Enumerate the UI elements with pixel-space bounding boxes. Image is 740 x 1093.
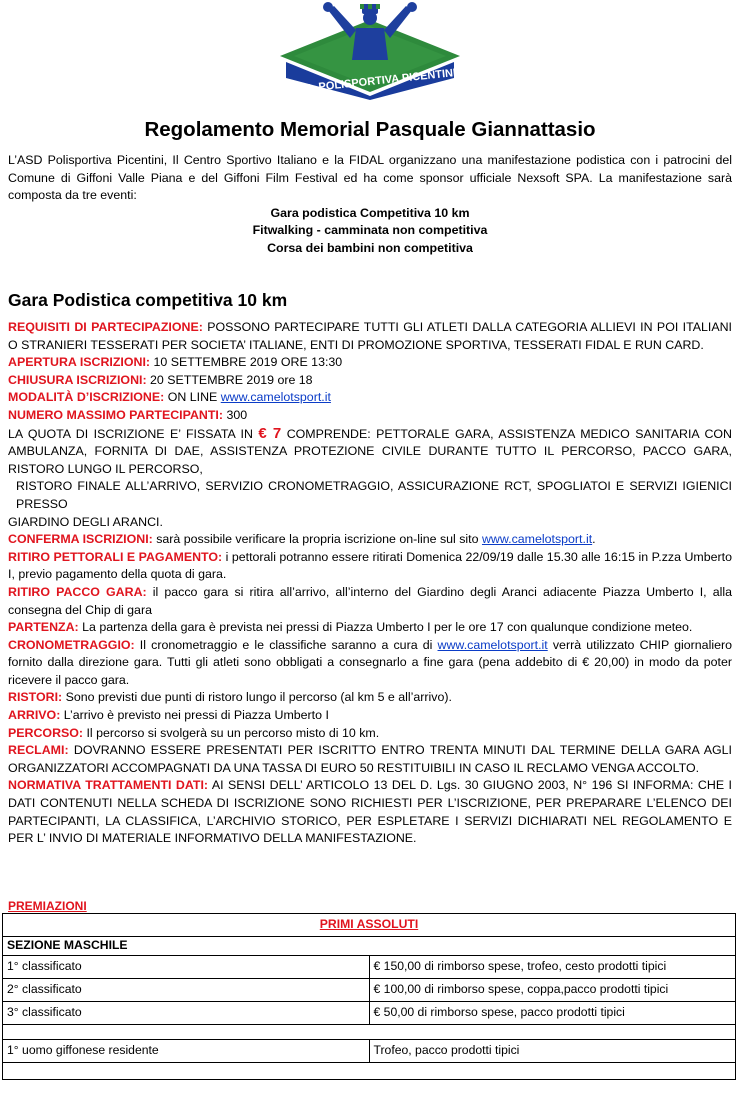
rule-text: LA QUOTA DI ISCRIZIONE E’ FISSATA IN bbox=[8, 426, 259, 441]
rule-label: CRONOMETRAGGIO: bbox=[8, 637, 135, 652]
rule-label: ARRIVO: bbox=[8, 708, 61, 723]
rule-text: DOVRANNO ESSERE PRESENTATI PER ISCRITTO ENTRO TRENTA MINUTI DAL TERMINE DELLA GARA AGLI ORGANIZZATORI ACCOMPAGNATI DA UNA TASSA DI EURO 50 RESTITUIBILI IN CASO IL RECLAMO VENGA ACCOLTO. bbox=[8, 743, 732, 775]
rule-text: i pettorali potranno essere ritirati Domenica 22/09/19 dalle 15.30 alle 16:15 in P.zza Umberto I, previo pagamento della quota di gara. bbox=[8, 549, 732, 582]
rule-text: COMPRENDE: PETTORALE GARA, ASSISTENZA MEDICO SANITARIA CON AMBULANZA, FORNITA DI DAE, ASSISTENZA PROTEZIONE CIVILE DURANTE TUTTO IL PERCORSO, PACCO GARA, RISTORO LUNGO IL PERCORSO, bbox=[8, 426, 732, 476]
rule-label: RISTORI: bbox=[8, 690, 63, 705]
rule-label: RECLAMI: bbox=[8, 743, 69, 758]
rule-text: AI SENSI DELL’ ARTICOLO 13 DEL D. Lgs. 30 GIUGNO 2003, N° 196 SI INFORMA: CHE I DATI CONTENUTI NELLA SCHEDA DI ISCRIZIONE SONO RICHIESTI PER L’ISCRIZIONE, PER PREPARARE L’ELENCO DEI PARTECIPANTI, LA CLASSIFICA, L’ARCHIVIO STORICO, PER ESPLETARE I SERVIZI DICHIARATI NEL REGOLAMENTO E PER L’ INVIO DI MATERIALE INFORMATIVO DELLA MANIFESTAZIONE. bbox=[8, 778, 732, 846]
camelotsport-link[interactable]: www.camelotsport.it bbox=[437, 637, 548, 652]
rule-label: PERCORSO: bbox=[8, 725, 84, 740]
prizes-table bbox=[2, 913, 736, 1080]
table-row bbox=[3, 1040, 736, 1063]
rule-label: NORMATIVA TRATTAMENTI DATI: bbox=[8, 778, 209, 793]
spacer-cell bbox=[3, 1025, 736, 1040]
place-cell: 2° classificato bbox=[3, 979, 370, 1002]
intro-section bbox=[8, 152, 732, 258]
event-item: Gara podistica Competitiva 10 km bbox=[270, 205, 470, 220]
rule-modalita bbox=[8, 389, 732, 407]
rule-label: PARTENZA: bbox=[8, 620, 79, 635]
table-header: PRIMI ASSOLUTI bbox=[3, 914, 736, 937]
table-row bbox=[3, 979, 736, 1002]
rule-numero bbox=[8, 407, 732, 425]
table-row bbox=[3, 1002, 736, 1025]
rule-text: Il percorso si svolgerà su un percorso misto di 10 km. bbox=[83, 725, 380, 740]
rule-normativa bbox=[8, 777, 732, 847]
rule-text: Sono previsti due punti di ristoro lungo il percorso (al km 5 e all’arrivo). bbox=[62, 690, 452, 705]
rule-quota bbox=[8, 425, 732, 479]
rules-section bbox=[8, 319, 732, 848]
rule-conferma bbox=[8, 531, 732, 549]
spacer-cell bbox=[3, 1063, 736, 1080]
rule-ritiro-pettorali bbox=[8, 549, 732, 584]
event-item: Corsa dei bambini non competitiva bbox=[267, 240, 473, 255]
rule-label: RITIRO PACCO GARA: bbox=[8, 584, 147, 599]
rule-label: NUMERO MASSIMO PARTECIPANTI: bbox=[8, 407, 223, 422]
rule-chiusura bbox=[8, 372, 732, 390]
rule-text: verrà utilizzato CHIP giornaliero fornito dalla direzione gara. Tutti gli atleti sono obbligati a consegnarlo a fine gara (pena addebito di € 20,00) in modo da poter ricevere il pacco gara. bbox=[8, 637, 732, 687]
rule-text: La partenza della gara è prevista nei pressi di Piazza Umberto I per le ore 17 con qualunque condizione meteo. bbox=[78, 620, 693, 635]
prize-cell: Trofeo, pacco prodotti tipici bbox=[369, 1040, 736, 1063]
rule-text: Il cronometraggio e le classifiche saranno a cura di bbox=[134, 637, 438, 652]
logo-text: A.S.D. POLISPORTIVA PICENTINI bbox=[282, 66, 457, 98]
rule-text: 20 SETTEMBRE 2019 ore 18 bbox=[146, 372, 313, 387]
table-row bbox=[3, 1063, 736, 1080]
rule-percorso bbox=[8, 725, 732, 743]
camelotsport-link[interactable]: www.camelotsport.it bbox=[220, 390, 331, 405]
rule-text: 300 bbox=[223, 407, 248, 422]
rule-text: il pacco gara si ritira all’arrivo, all’interno del Giardino degli Aranci adiacente Piazza Umberto I, alla consegna del Chip di gara bbox=[8, 584, 732, 617]
rule-quota-line2: RISTORO FINALE ALL’ARRIVO, SERVIZIO CRONOMETRAGGIO, ASSICURAZIONE RCT, SPOGLIATOI E SERVIZI IGIENICI PRESSO bbox=[16, 479, 732, 511]
rule-label: APERTURA ISCRIZIONI: bbox=[8, 355, 151, 370]
rule-text: 10 SETTEMBRE 2019 ORE 13:30 bbox=[150, 355, 343, 370]
quota-amount: € 7 bbox=[258, 424, 282, 442]
rule-ristori bbox=[8, 689, 732, 707]
rule-text: L’arrivo è previsto nei pressi di Piazza Umberto I bbox=[60, 708, 329, 723]
table-row bbox=[3, 914, 736, 937]
rule-apertura bbox=[8, 354, 732, 372]
table-row bbox=[3, 956, 736, 979]
rule-label: CHIUSURA ISCRIZIONI: bbox=[8, 372, 147, 387]
event-item: Fitwalking - camminata non competitiva bbox=[252, 223, 488, 238]
place-cell: 1° uomo giffonese residente bbox=[3, 1040, 370, 1063]
camelotsport-link[interactable]: www.camelotsport.it bbox=[481, 532, 593, 547]
rule-partenza bbox=[8, 619, 732, 637]
rule-label: RITIRO PETTORALI E PAGAMENTO: bbox=[8, 549, 223, 564]
rule-label: CONFERMA ISCRIZIONI: bbox=[8, 532, 153, 547]
rule-text: ON LINE bbox=[164, 390, 221, 405]
rule-ritiro-pacco bbox=[8, 584, 732, 619]
section-title: Gara Podistica competitiva 10 km bbox=[8, 290, 288, 310]
rule-text: sarà possibile verificare la propria iscrizione on-line sul sito bbox=[152, 532, 482, 547]
prize-cell: € 150,00 di rimborso spese, trofeo, cesto prodotti tipici bbox=[369, 956, 736, 979]
rule-arrivo bbox=[8, 707, 732, 725]
rule-text: POSSONO PARTECIPARE TUTTI GLI ATLETI DALLA CATEGORIA ALLIEVI IN POI ITALIANI O STRANIERI TESSERATI PER SOCIETA’ ITALIANE, ENTI DI PROMOZIONE SPORTIVA, TESSERATI FIDAL E RUN CARD. bbox=[8, 320, 732, 352]
place-cell: 1° classificato bbox=[3, 956, 370, 979]
events-list bbox=[8, 205, 732, 258]
rule-cronometraggio bbox=[8, 637, 732, 690]
intro-paragraph: L’ASD Polisportiva Picentini, Il Centro Sportivo Italiano e la FIDAL organizzano una manifestazione podistica con i patrocini del Comune di Giffoni Valle Piana e del Giffoni Film Festival ed ha come sponsor ufficiale Nexsoft SPA. La manifestazione sarà composta da tre eventi: bbox=[8, 153, 732, 203]
polisportiva-picentini-logo bbox=[276, 0, 464, 100]
place-cell: 3° classificato bbox=[3, 1002, 370, 1025]
prize-cell: € 100,00 di rimborso spese, coppa,pacco prodotti tipici bbox=[369, 979, 736, 1002]
rule-reclami bbox=[8, 742, 732, 777]
premiazioni-title: PREMIAZIONI bbox=[8, 899, 87, 913]
prize-cell: € 50,00 di rimborso spese, pacco prodotti tipici bbox=[369, 1002, 736, 1025]
section-label: SEZIONE MASCHILE bbox=[3, 937, 736, 956]
rule-text: . bbox=[592, 532, 596, 547]
rule-label: MODALITÀ D’ISCRIZIONE: bbox=[8, 390, 165, 405]
rule-quota-line3: GIARDINO DEGLI ARANCI. bbox=[8, 514, 163, 529]
rule-requisiti bbox=[8, 319, 732, 354]
prizes-table-wrapper bbox=[2, 913, 736, 1080]
rule-label: REQUISITI DI PARTECIPAZIONE: bbox=[8, 320, 203, 334]
table-row bbox=[3, 937, 736, 956]
table-row bbox=[3, 1025, 736, 1040]
document-title: Regolamento Memorial Pasquale Giannattasio bbox=[144, 118, 596, 141]
